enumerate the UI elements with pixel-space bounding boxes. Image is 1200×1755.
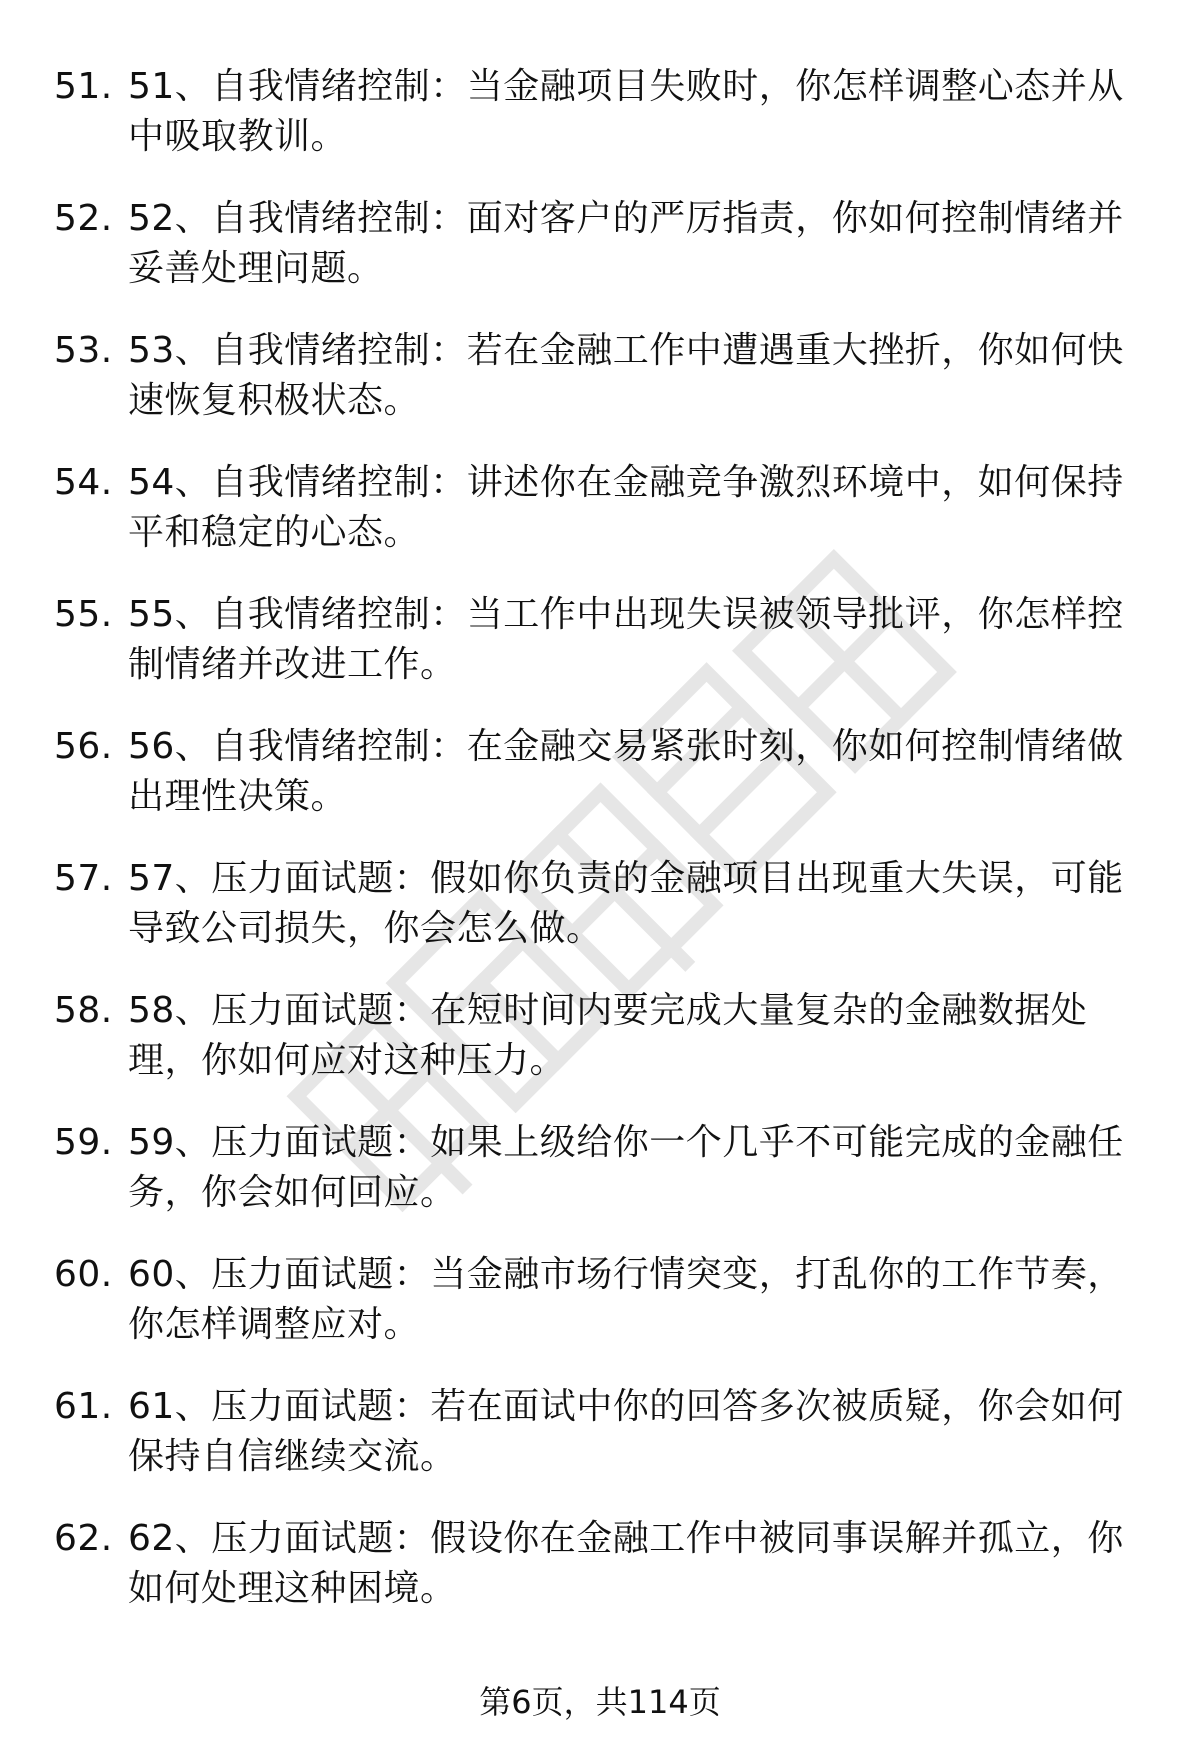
- question-item: [0, 458, 1200, 590]
- page-number-label: 第6页，共114页: [479, 1683, 721, 1721]
- question-number: 59.: [54, 1122, 113, 1163]
- question-item: [0, 1118, 1200, 1250]
- question-item: [0, 1514, 1200, 1646]
- question-item: [0, 590, 1200, 722]
- question-item: [0, 194, 1200, 326]
- question-item: [0, 986, 1200, 1118]
- question-list: [0, 62, 1200, 1646]
- question-text: 55、自我情绪控制：当工作中出现失误被领导批评，你怎样控制情绪并改进工作。: [128, 594, 1124, 685]
- question-text: 56、自我情绪控制：在金融交易紧张时刻，你如何控制情绪做出理性决策。: [128, 726, 1124, 817]
- question-text: 61、压力面试题：若在面试中你的回答多次被质疑，你会如何保持自信继续交流。: [128, 1386, 1124, 1477]
- question-number: 62.: [54, 1518, 113, 1559]
- question-text: 52、自我情绪控制：面对客户的严厉指责，你如何控制情绪并妥善处理问题。: [128, 198, 1124, 289]
- question-number: 60.: [54, 1254, 113, 1295]
- question-text: 51、自我情绪控制：当金融项目失败时，你怎样调整心态并从中吸取教训。: [128, 66, 1124, 157]
- question-number: 61.: [54, 1386, 113, 1427]
- question-text: 57、压力面试题：假如你负责的金融项目出现重大失误，可能导致公司损失，你会怎么做。: [128, 858, 1124, 949]
- question-text: 54、自我情绪控制：讲述你在金融竞争激烈环境中，如何保持平和稳定的心态。: [128, 462, 1124, 553]
- question-text: 58、压力面试题：在短时间内要完成大量复杂的金融数据处理，你如何应对这种压力。: [128, 990, 1088, 1081]
- question-number: 57.: [54, 858, 113, 899]
- question-item: [0, 1250, 1200, 1382]
- question-item: [0, 854, 1200, 986]
- question-text: 59、压力面试题：如果上级给你一个几乎不可能完成的金融任务，你会如何回应。: [128, 1122, 1124, 1213]
- question-item: [0, 1382, 1200, 1514]
- question-number: 55.: [54, 594, 113, 635]
- question-item: [0, 62, 1200, 194]
- question-number: 54.: [54, 462, 113, 503]
- question-number: 52.: [54, 198, 113, 239]
- question-number: 51.: [54, 66, 113, 107]
- question-text: 53、自我情绪控制：若在金融工作中遭遇重大挫折，你如何快速恢复积极状态。: [128, 330, 1124, 421]
- question-number: 56.: [54, 726, 113, 767]
- page-footer: [0, 1680, 1200, 1724]
- question-number: 58.: [54, 990, 113, 1031]
- question-text: 60、压力面试题：当金融市场行情突变，打乱你的工作节奏，你怎样调整应对。: [128, 1254, 1124, 1345]
- question-number: 53.: [54, 330, 113, 371]
- question-item: [0, 326, 1200, 458]
- question-item: [0, 722, 1200, 854]
- question-text: 62、压力面试题：假设你在金融工作中被同事误解并孤立，你如何处理这种困境。: [128, 1518, 1124, 1609]
